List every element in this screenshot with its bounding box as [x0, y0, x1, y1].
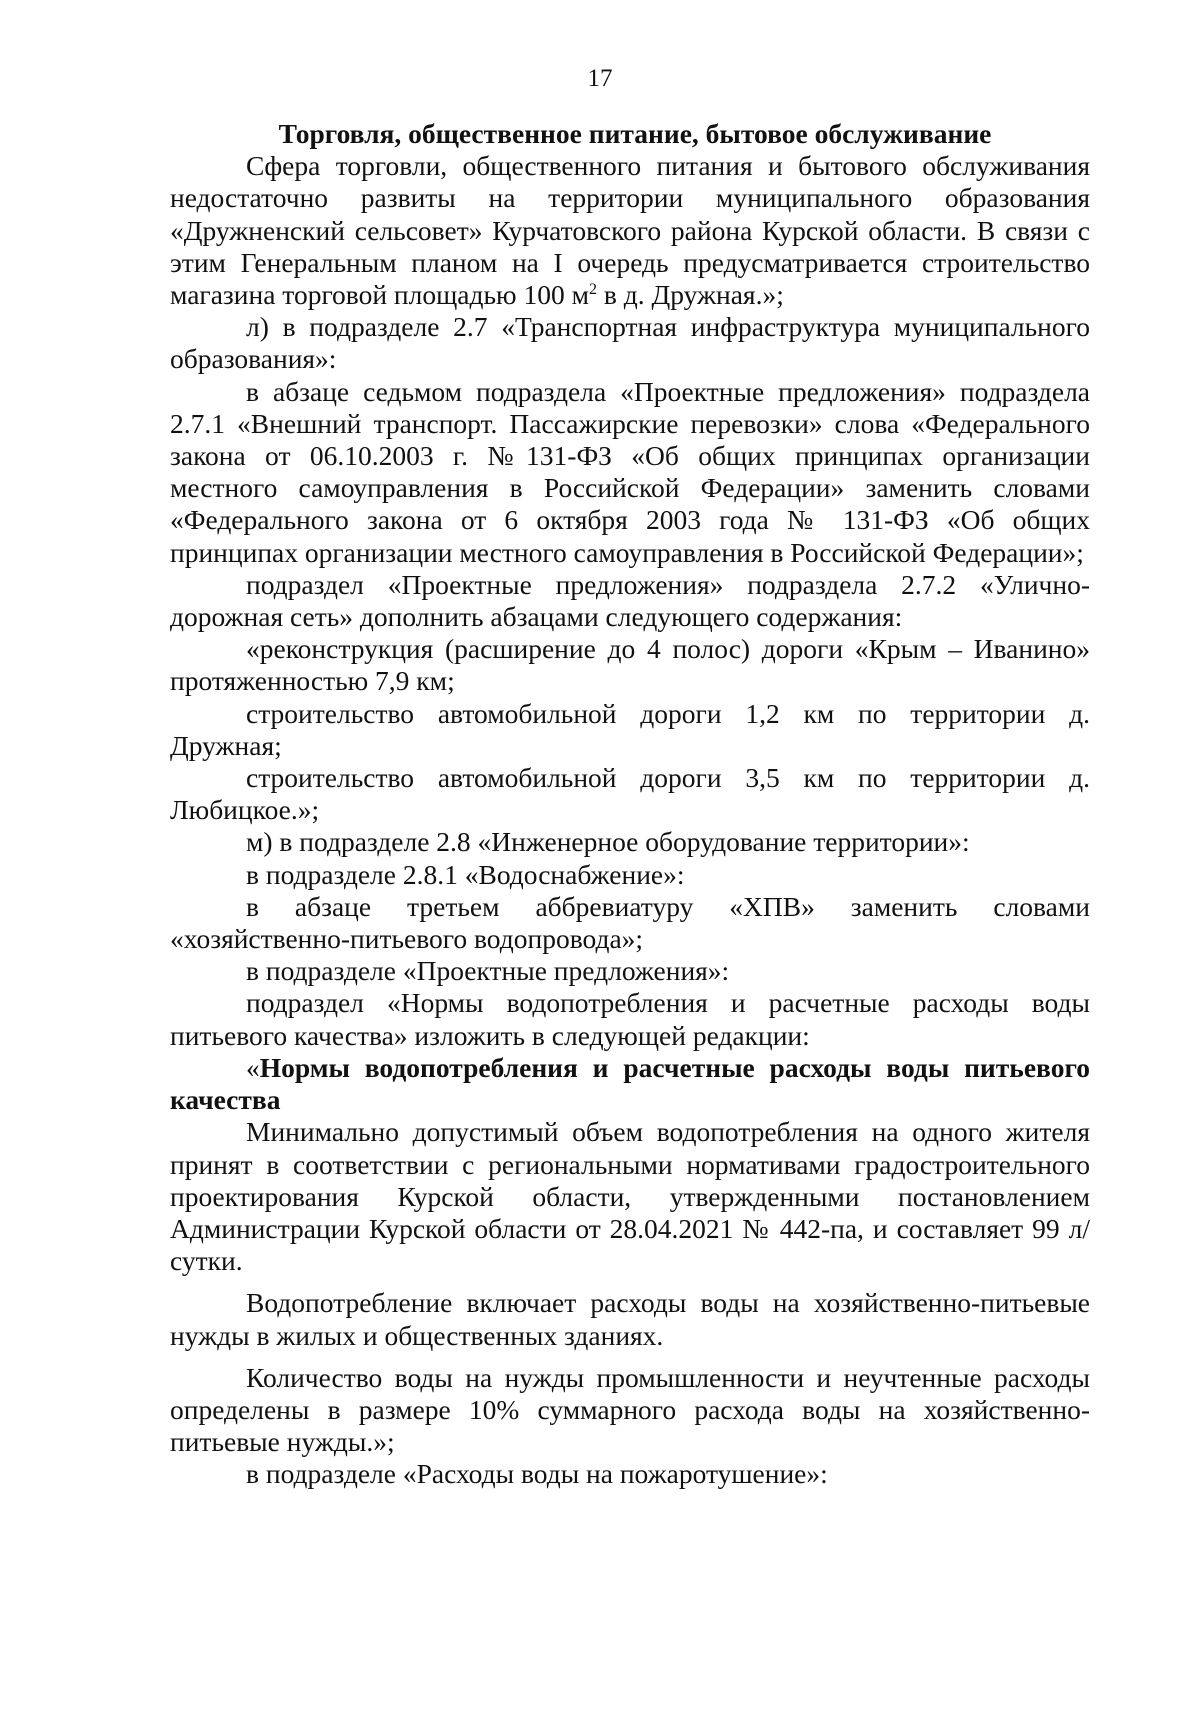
paragraph-road-network: подраздел «Проектные предложения» подраздела 2.7.2 «Улично-дорожная сеть» дополнить абзацами следующего содержания:	[170, 568, 1090, 633]
norms-heading	[170, 1052, 1090, 1116]
paragraph-road-lyubitskoe: строительство автомобильной дороги 3,5 км по территории д. Любицкое.»;	[170, 762, 1090, 826]
page-number: 17	[587, 65, 613, 92]
superscript-square: 2	[588, 280, 597, 298]
section-title: Торговля, общественное питание, бытовое обслуживание	[278, 118, 992, 149]
paragraph-fire-fighting: в подразделе «Расходы воды на пожаротушение»:	[246, 1458, 828, 1490]
paragraph-federal-law: в абзаце седьмом подраздела «Проектные предложения» подраздела 2.7.1 «Внешний транспорт. Пассажирские перевозки» слова «Федерального закона от 06.10.2003 г. №131-ФЗ «Об общих принципах организации местного самоуправления в Российской Федерации» заменить словами «Федерального закона от 6 октября 2003 года № 131-ФЗ «Об общих принципах организации местного самоуправления в Российской Федерации»;	[170, 375, 1090, 568]
paragraph-consumption-includes: Водопотребление включает расходы воды на хозяйственно-питьевые нужды в жилых и общественных зданиях.	[170, 1287, 1090, 1351]
paragraph-industry-water: Количество воды на нужды промышленности и неучтенные расходы определены в размере 10% суммарного расхода воды на хозяйственно-питьевые нужды.»;	[170, 1361, 1090, 1458]
paragraph-trade-tail: в д. Дружная.»;	[596, 279, 784, 311]
paragraph-trade	[170, 150, 1090, 311]
paragraph-project-proposals: в подразделе «Проектные предложения»:	[246, 955, 730, 987]
paragraph-min-consumption: Минимально допустимый объем водопотребления на одного жителя принят в соответствии с региональными нормативами градостроительного проектирования Курской области, утвержденными постановлением Администрации Курской области от 28.04.2021 № 442-па, и составляет 99 л/сутки.	[170, 1116, 1090, 1277]
paragraph-road-druzhnaya: строительство автомобильной дороги 1,2 км по территории д. Дружная;	[170, 697, 1090, 761]
paragraph-norms-intro: подраздел «Нормы водопотребления и расчетные расходы воды питьевого качества» изложить в следующей редакции:	[170, 987, 1090, 1051]
document-body	[170, 118, 1090, 1491]
paragraph-trade-text: Сфера торговли, общественного питания и бытового обслуживания недостаточно развиты на территории муниципального образования «Дружненский сельсовет» Курчатовского района Курской области. В связи с этим Генеральным планом на I очередь предусматривается строительство магазина торговой площадью 100 м	[170, 150, 1090, 311]
paragraph-reconstruction: «реконструкция (расширение до 4 полос) дороги «Крым – Иванино» протяженностью 7,9 км;	[170, 633, 1090, 697]
norms-heading-quote: «	[246, 1051, 260, 1083]
paragraph-item-l: л) в подразделе 2.7 «Транспортная инфраструктура муниципального образования»:	[170, 311, 1090, 375]
paragraph-abbreviation: в абзаце третьем аббревиатуру «ХПВ» заменить словами «хозяйственно-питьевого водопровода»;	[170, 890, 1090, 955]
paragraph-item-m: м) в подразделе 2.8 «Инженерное оборудование территории»:	[246, 826, 970, 858]
paragraph-water-supply: в подразделе 2.8.1 «Водоснабжение»:	[246, 858, 685, 890]
norms-heading-text: Нормы водопотребления и расчетные расходы воды питьевого качества	[170, 1051, 1090, 1116]
